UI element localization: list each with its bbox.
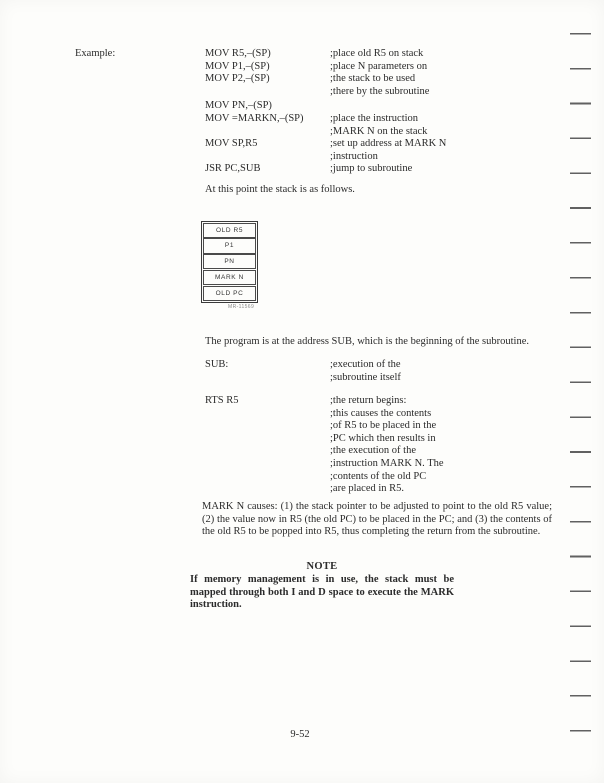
comment-text: ;instruction MARK N. The: [330, 457, 444, 469]
code-row: [205, 100, 446, 113]
code-row: [205, 126, 446, 139]
comment-text: ;this causes the contents: [330, 407, 432, 419]
rts-comments: [330, 395, 444, 496]
comment-text: ;of R5 to be placed in the: [330, 420, 437, 432]
stack-cell-p1: P1: [203, 238, 257, 253]
instruction-text: MOV P1,–(SP): [205, 60, 270, 72]
note-heading: NOTE: [306, 561, 338, 572]
instruction-text: [205, 151, 330, 164]
stack-cell-pn: PN: [203, 254, 257, 269]
instruction-text: MOV SP,R5: [205, 138, 258, 150]
instruction-text: MOV =MARKN,–(SP): [205, 112, 304, 124]
instruction-text: MOV PN,–(SP): [205, 100, 272, 112]
comment-text: ;place N parameters on: [330, 60, 428, 72]
comment-text: ;are placed in R5.: [330, 483, 405, 495]
comment-text: ;place the instruction: [330, 112, 419, 124]
comment-text: ;place old R5 on stack: [330, 48, 424, 59]
comment-text: ;the return begins:: [330, 395, 407, 406]
note-block: [190, 561, 454, 612]
comment-text: ;jump to subroutine: [330, 163, 413, 175]
code-row: [205, 61, 446, 74]
example-label: Example:: [75, 48, 116, 59]
code-row: [205, 73, 446, 86]
instruction-text: MOV R5,–(SP): [205, 48, 271, 59]
comment-text: ;instruction: [330, 150, 378, 162]
comment-text: ;set up address at MARK N: [330, 138, 447, 150]
stack-cell-old-r5: OLD R5: [203, 223, 257, 238]
code-row: [205, 48, 446, 61]
code-listing: [205, 48, 446, 176]
comment-text: ;MARK N on the stack: [330, 125, 428, 137]
code-row: [205, 163, 446, 176]
code-row: [205, 151, 446, 164]
code-row: [205, 138, 446, 151]
comment-text: ;the stack to be used: [330, 73, 416, 85]
comment-text: ;there by the subroutine: [330, 85, 430, 97]
stack-cell-mark-n: MARK N: [203, 270, 257, 285]
comment-text: ;PC which then results in: [330, 432, 436, 444]
instruction-text: MOV P2,–(SP): [205, 73, 270, 85]
mark-explanation-paragraph: MARK N causes: (1) the stack pointer to be adjusted to point to the old R5 value; (2) the value now in R5 (the old PC) to be placed in the PC; and (3) the contents of the old R5 to be popped into R5, thus completing the return from the subroutine.: [202, 501, 552, 538]
comment-text: ;subroutine itself: [330, 371, 401, 383]
sub-label: SUB:: [205, 359, 229, 370]
instruction-text: [205, 126, 330, 139]
code-row: [205, 86, 446, 99]
sub-intro-text: The program is at the address SUB, which is the beginning of the subroutine.: [205, 336, 529, 347]
comment-text: ;the execution of the: [330, 445, 417, 457]
instruction-text: [205, 86, 330, 99]
note-body: If memory management is in use, the stack must be mapped through both I and D space to execute the MARK instruction.: [190, 574, 454, 611]
sub-code-block: [205, 359, 401, 384]
stack-intro-text: At this point the stack is as follows.: [205, 184, 355, 195]
comment-text: ;execution of the: [330, 359, 401, 370]
figure-number: MR-11569: [228, 304, 255, 310]
sub-comments: [330, 359, 401, 384]
comment-text: ;contents of the old PC: [330, 470, 427, 482]
page-number: 9-52: [290, 729, 310, 740]
stack-diagram: [201, 221, 258, 303]
rts-code-block: [205, 395, 444, 496]
scan-edge-marks: [570, 33, 591, 753]
rts-label: RTS R5: [205, 395, 239, 406]
stack-cell-old-pc: OLD PC: [203, 286, 257, 301]
code-row: [205, 113, 446, 126]
instruction-text: JSR PC,SUB: [205, 163, 261, 175]
